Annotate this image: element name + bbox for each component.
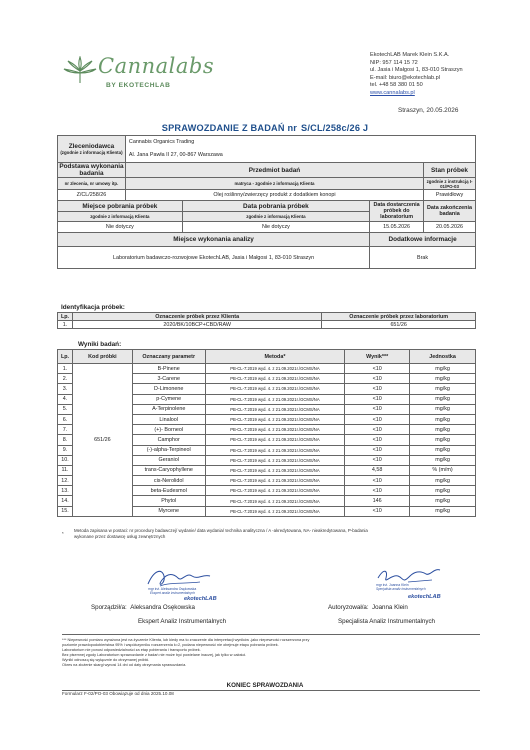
result-parameter: p-Cymene <box>132 394 205 404</box>
result-method: PB-CL-7:2019 wyd. 4. z 21.09.2021r./GCMS/NA <box>205 476 345 486</box>
result-unit: mg/kg <box>410 364 476 374</box>
result-unit: % (m/m) <box>410 465 476 475</box>
sampling-place-sublabel: zgodnie z informacją Klienta <box>90 214 150 219</box>
city-date: Straszyn, 20.05.2026 <box>398 107 459 114</box>
id-row-client: 2020/BK/10BCP+CBD/RAW <box>72 321 321 329</box>
end-of-report: KONIEC SPRAWOZDANIA <box>226 682 304 689</box>
method-note-star: * <box>62 531 64 536</box>
sampling-place-value: Nie dotyczy <box>58 222 183 233</box>
result-parameter: (-)-alpha-Terpineol <box>132 445 205 455</box>
result-parameter: B-Pinene <box>132 364 205 374</box>
subject-sub-cell <box>125 178 423 190</box>
result-value: <10 <box>345 506 410 516</box>
company-nip: NIP: 957 114 15 72 <box>370 59 418 66</box>
sampling-date-value: Nie dotyczy <box>182 222 369 233</box>
result-unit: mg/kg <box>410 455 476 465</box>
result-lp: 3. <box>58 384 73 394</box>
sampling-date-sub-cell <box>182 212 369 222</box>
sampling-date-label: Data pobrania próbek <box>243 202 309 210</box>
result-unit: mg/kg <box>410 425 476 435</box>
result-parameter: Camphor <box>132 435 205 445</box>
result-lp: 10. <box>58 455 73 465</box>
sampling-place-label-cell <box>58 201 183 212</box>
result-value: <10 <box>345 435 410 445</box>
additional-info-value: Brak <box>370 247 476 269</box>
sampling-place-sub-cell <box>58 212 183 222</box>
client-address: Al. Jana Pawła II 27, 00-867 Warszawa <box>125 149 475 163</box>
state-value: Prawidłowy <box>424 190 476 201</box>
company-contact-block <box>370 52 463 98</box>
prepared-by-label: Sporządził/a: <box>91 604 127 611</box>
result-unit: mg/kg <box>410 506 476 516</box>
table-row <box>58 364 476 374</box>
prepared-by-title: Ekspert Analiz Instrumentalnych <box>138 618 227 625</box>
result-parameter: beta-Eudesmol <box>132 486 205 496</box>
end-date-value: 20.05.2026 <box>424 222 476 233</box>
result-value: <10 <box>345 455 410 465</box>
client-name: Cannabis Organics Trading <box>125 136 475 149</box>
company-phone: tel. +48 58 380 01 50 <box>370 82 423 89</box>
subject-sublabel: matryca - zgodnie z informacją Klienta <box>234 181 315 186</box>
result-method: PB-CL-7:2019 wyd. 4. z 21.09.2021r./GCMS/NA <box>205 425 345 435</box>
result-parameter: Linalool <box>132 414 205 424</box>
report-number: S/CL/258c/26 J <box>301 123 369 133</box>
result-method: PB-CL-7:2019 wyd. 4. z 21.09.2021r./GCMS/NA <box>205 414 345 424</box>
client-sublabel: (zgodnie z informacją Klienta) <box>60 150 123 155</box>
state-label-cell <box>424 163 476 178</box>
result-unit: mg/kg <box>410 414 476 424</box>
results-header-unit: Jednostka <box>410 350 476 364</box>
footer-note-4: Bez pisemnej zgody Laboratorium sprawozdanie z badań nie może być powielane inaczej, jak tylko w całości. <box>62 653 247 657</box>
result-value: <10 <box>345 384 410 394</box>
result-unit: mg/kg <box>410 404 476 414</box>
result-lp: 9. <box>58 445 73 455</box>
result-lp: 2. <box>58 374 73 384</box>
result-unit: mg/kg <box>410 476 476 486</box>
results-section-title: Wyniki badań: <box>78 341 122 348</box>
results-table <box>57 349 476 517</box>
result-method: PB-CL-7:2019 wyd. 4. z 21.09.2021r./GCMS/NA <box>205 496 345 506</box>
identification-table <box>57 312 476 329</box>
basis-sub-cell <box>58 178 126 190</box>
sampling-date-label-cell <box>182 201 369 212</box>
result-method: PB-CL-7:2019 wyd. 4. z 21.09.2021r./GCMS/NA <box>205 455 345 465</box>
result-value: <10 <box>345 394 410 404</box>
result-method: PB-CL-7:2019 wyd. 4. z 21.09.2021r./GCMS/NA <box>205 445 345 455</box>
result-method: PB-CL-7:2019 wyd. 4. z 21.09.2021r./GCMS/NA <box>205 486 345 496</box>
result-unit: mg/kg <box>410 384 476 394</box>
result-unit: mg/kg <box>410 445 476 455</box>
company-logo <box>62 52 215 104</box>
company-website-link[interactable]: www.cannalabs.pl <box>370 89 415 96</box>
basis-value: Z/CL/258/26 <box>58 190 126 201</box>
result-lp: 1. <box>58 364 73 374</box>
cannabis-leaf-icon <box>62 56 98 86</box>
report-info-table <box>57 135 476 269</box>
prepared-by-name: Aleksandra Osękowska <box>130 604 195 611</box>
stamp-right-brand: ekotechLAB <box>408 594 441 600</box>
results-header-result: Wynik*** <box>345 350 410 364</box>
report-title-text: SPRAWOZDANIE Z BADAŃ nr <box>161 123 298 133</box>
basis-label: Podstawa wykonania badania <box>59 163 124 177</box>
footer-notes <box>62 638 480 668</box>
subject-value: Olej roślinny/zwierzęcy produkt z dodatkiem konopi <box>125 190 423 201</box>
result-method: PB-CL-7:2019 wyd. 4. z 21.09.2021r./GCMS/NA <box>205 435 345 445</box>
logo-wordmark: Cannalabs <box>98 54 215 78</box>
signature-right-block <box>328 604 408 611</box>
method-note <box>74 528 368 539</box>
logo-subtitle: BY EKOTECHLAB <box>106 82 171 89</box>
result-method: PB-CL-7:2019 wyd. 4. z 21.09.2021r./GCMS/NA <box>205 364 345 374</box>
result-parameter: Myrcene <box>132 506 205 516</box>
result-sample-code: 651/26 <box>72 364 132 517</box>
footer-note-3: Laboratorium nie ponosi odpowiedzialności za etap pobierania i transportu próbek. <box>62 648 201 652</box>
result-value: <10 <box>345 374 410 384</box>
stamp-left-line-1: mgr inż. Aleksandra Osękowska <box>148 587 197 591</box>
result-value: 146 <box>345 496 410 506</box>
id-header-lab: Oznaczenie próbek przez laboratorium <box>322 313 476 321</box>
result-lp: 15. <box>58 506 73 516</box>
analysis-place-label: Miejsce wykonania analizy <box>173 236 254 243</box>
signature-left-block <box>91 604 195 611</box>
client-label: Zleceniodawca <box>68 143 115 150</box>
result-value: <10 <box>345 425 410 435</box>
additional-info-label-cell <box>370 233 476 247</box>
client-label-cell <box>58 136 126 163</box>
state-sublabel: zgodnie z instrukcją I-01/PO-03 <box>426 178 473 189</box>
results-header-param: Oznaczany parametr <box>132 350 205 364</box>
company-address: ul. Jasia i Małgosi 1, 83-010 Straszyn <box>370 67 463 74</box>
stamp-right-line-2: Specjalista analiz instrumentalnych <box>376 587 426 591</box>
result-parameter: trans-Caryophyllene <box>132 465 205 475</box>
result-lp: 12. <box>58 476 73 486</box>
signature-stamp-left <box>140 562 220 602</box>
result-parameter: 3-Carene <box>132 374 205 384</box>
result-method: PB-CL-7:2019 wyd. 4. z 21.09.2021r./GCMS/NA <box>205 404 345 414</box>
result-value: <10 <box>345 445 410 455</box>
result-parameter: D-Limonene <box>132 384 205 394</box>
footer-note-1: *** Niepewność pomiaru wyrażona jest na życzenie Klienta, lub kiedy ma to znaczenie dla interpretacji wyników -jako niepewność rozszerzona przy <box>62 638 310 642</box>
delivery-label: Data dostarczenia próbek do laboratorium <box>373 202 420 220</box>
end-label: Data zakończenia badania <box>427 205 472 217</box>
id-header-lp: Lp. <box>58 313 73 321</box>
id-row-lp: 1. <box>58 321 73 329</box>
method-note-line-2: wykonane przez dostawcę usług zewnętrznych <box>74 533 166 539</box>
authorized-by-title: Specjalista Analiz Instrumentalnych <box>338 618 435 625</box>
form-number: Formularz F-02/PO-03 Obowiązuje od dnia 2025.10.08 <box>62 691 174 696</box>
result-lp: 11. <box>58 465 73 475</box>
results-body <box>58 364 476 517</box>
footer-note-2: poziomie prawdopodobieństwa 95% i współczynniku rozszerzenia k=2, podana niepewność nie obejmuje etapu pobrania próbek. <box>62 643 279 647</box>
footer-divider-top <box>62 634 480 635</box>
stamp-left-line-2: Ekspert analiz instrumentalnych <box>150 591 196 595</box>
authorized-by-name: Joanna Klein <box>372 604 408 611</box>
authorized-by-label: Autoryzował/a: <box>328 604 369 611</box>
delivery-label-cell <box>370 201 424 222</box>
delivery-date-value: 15.05.2026 <box>370 222 424 233</box>
result-method: PB-CL-7:2019 wyd. 4. z 21.09.2021r./GCMS/NA <box>205 465 345 475</box>
result-method: PB-CL-7:2019 wyd. 4. z 21.09.2021r./GCMS/NA <box>205 374 345 384</box>
result-method: PB-CL-7:2019 wyd. 4. z 21.09.2021r./GCMS/NA <box>205 506 345 516</box>
result-unit: mg/kg <box>410 374 476 384</box>
result-unit: mg/kg <box>410 496 476 506</box>
result-lp: 8. <box>58 435 73 445</box>
identification-section-title: Identyfikacja próbek: <box>61 304 125 311</box>
result-lp: 7. <box>58 425 73 435</box>
state-sub-cell <box>424 178 476 190</box>
result-parameter: (+)- Borneol <box>132 425 205 435</box>
id-row-lab: 651/26 <box>322 321 476 329</box>
result-parameter: Geraniol <box>132 455 205 465</box>
result-method: PB-CL-7:2019 wyd. 4. z 21.09.2021r./GCMS/NA <box>205 394 345 404</box>
additional-info-label: Dodatkowe informacje <box>388 236 457 243</box>
result-lp: 5. <box>58 404 73 414</box>
stamp-left-brand: ekotechLAB <box>184 596 217 602</box>
result-value: <10 <box>345 414 410 424</box>
report-title <box>0 123 530 133</box>
result-value: <10 <box>345 476 410 486</box>
result-unit: mg/kg <box>410 486 476 496</box>
subject-label: Przedmiot badań <box>248 166 301 174</box>
end-label-cell <box>424 201 476 222</box>
result-unit: mg/kg <box>410 394 476 404</box>
sampling-place-label: Miejsce pobrania próbek <box>82 202 158 210</box>
result-value: <10 <box>345 364 410 374</box>
subject-label-cell <box>125 163 423 178</box>
footer-note-5: Wyniki odnoszą się wyłącznie do otrzymanej próbki. <box>62 658 150 662</box>
basis-label-cell <box>58 163 126 178</box>
result-value: 4,58 <box>345 465 410 475</box>
result-lp: 4. <box>58 394 73 404</box>
results-header-code: Kod próbki <box>72 350 132 364</box>
stamp-right-line-1: mgr inż. Joanna Klein <box>376 583 409 587</box>
result-lp: 13. <box>58 486 73 496</box>
method-note-line-1: Metoda zapisana w postaci: nr procedury badawczej/ wydanie/ data wydania/ technika analityczna / A -akredytowana, NA- nieakredytowana, P-badania <box>74 528 368 533</box>
results-header-lp: Lp. <box>58 350 73 364</box>
result-unit: mg/kg <box>410 435 476 445</box>
basis-sublabel: nr zlecenia, nr umowy itp. <box>64 181 119 186</box>
result-parameter: cis-Nerolidol <box>132 476 205 486</box>
result-lp: 6. <box>58 414 73 424</box>
results-header-method: Metoda* <box>205 350 345 364</box>
analysis-place-value: Laboratorium badawczo-rozwojowe EkotechLAB, Jasia i Małgosi 1, 83-010 Straszyn <box>58 247 370 269</box>
result-lp: 14. <box>58 496 73 506</box>
result-method: PB-CL-7:2019 wyd. 4. z 21.09.2021r./GCMS/NA <box>205 384 345 394</box>
id-header-client: Oznaczenie próbek przez Klienta <box>72 313 321 321</box>
analysis-place-label-cell <box>58 233 370 247</box>
state-label: Stan próbek <box>431 166 468 174</box>
result-parameter: A-Terpinolene <box>132 404 205 414</box>
footer-note-6: Okres na złożenie skargi wynosi 14 dni od daty otrzymania sprawozdania. <box>62 663 187 667</box>
result-parameter: Phytol <box>132 496 205 506</box>
result-value: <10 <box>345 404 410 414</box>
company-email: E-mail: biuro@ekotechlab.pl <box>370 74 441 81</box>
signature-stamp-right <box>368 562 448 602</box>
company-name: EkotechLAB Marek Klein S.K.A. <box>370 52 450 58</box>
result-value: <10 <box>345 486 410 496</box>
sampling-date-sublabel: zgodnie z informacją Klienta <box>246 214 306 219</box>
